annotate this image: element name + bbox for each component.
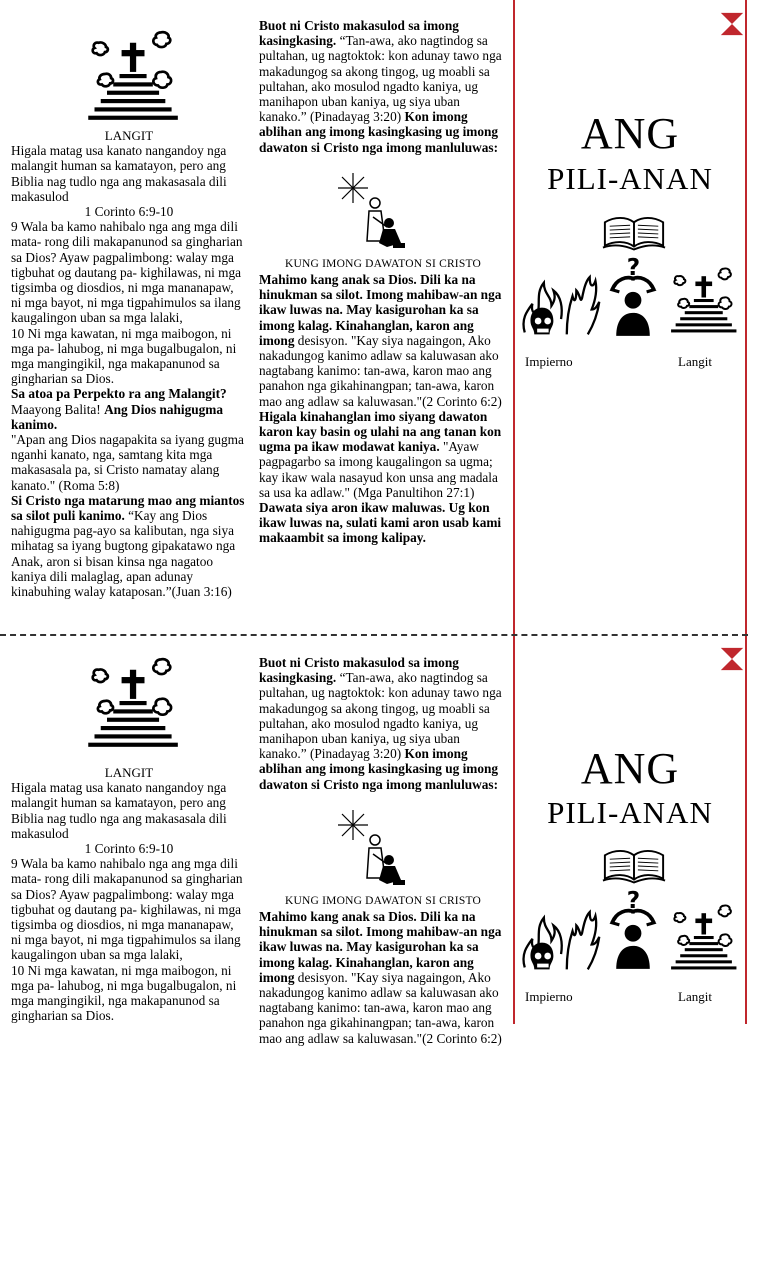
choice-person-icon — [609, 252, 657, 338]
paragraph-2 — [259, 909, 507, 1046]
left-column — [11, 0, 247, 599]
tract-panel-2 — [0, 637, 768, 1272]
john-verse: “Kay ang Dios nahigugma pag-ayo sa kalibutan, nga siya mihatag sa iyang bugtong gipakatawo nga Anak, aron si bisan kinsa nga nagatoo kaniya dili malaglag, apan adunay kinabuhing walay kataposan.”(Juan 3:16) — [11, 508, 236, 600]
paragraph-1 — [259, 18, 507, 155]
label-langit: Langit — [678, 354, 712, 369]
heaven-stairs-icon — [77, 24, 187, 124]
verse-10: 10 Ni mga kawatan, ni mga maibogon, ni mga pa- lahubog, ni mga bugalbugalon, ni mga mangingikil, nga makapanunod sa gingharian sa Dios. — [11, 962, 237, 1024]
tract-panel-1 — [0, 0, 768, 635]
hell-icon — [519, 258, 605, 340]
cover-panel — [515, 0, 745, 635]
verse-10: 10 Ni mga kawatan, ni mga maibogon, ni mga pa- lahubog, ni mga bugalbugalon, ni mga mangingikil, nga makapanunod sa gingharian sa Dios. — [11, 325, 237, 387]
p1-bold-2: Kon imong ablihan ang imong kasingkasing ug imong dawaton si Cristo nga imong manluluwas: — [259, 746, 499, 792]
p3-bold: Higala kinahanglan imo siyang dawaton karon kay basin og ulahi na ang tanan kon ugma pa ikaw modawat kaniya. — [259, 408, 502, 455]
p1-bold: Buot ni Cristo makasulod sa imong kasingkasing. — [259, 655, 459, 686]
p1-bold-2: Kon imong ablihan ang imong kasingkasing ug imong dawaton si Cristo nga imong manluluwas: — [259, 109, 499, 155]
intro-text: Higala matag usa kanato nangandoy nga malangit human sa kamatayon, pero ang Biblia nag tudlo nga ang makasasala dili makasulod — [11, 143, 227, 204]
label-langit: Langit — [678, 989, 712, 1004]
paragraph-1 — [259, 655, 507, 792]
question-plain: Maayong Balita! — [11, 401, 101, 417]
heaven-stairs-icon — [665, 899, 741, 973]
paragraph-2 — [259, 272, 507, 409]
title-pili-anan: PILI-ANAN — [547, 795, 713, 830]
langit-caption: LANGIT — [104, 128, 154, 143]
middle-column — [259, 18, 507, 546]
p2-plain: desisyon. "Kay siya nagaingon, Ako nakadungog kanimo adlaw sa kaluwasan ako nagtabang kanimo: tan-awa, karon mao ang panahon nga gikahinangpan; tan-awa, karon mao ang adlaw sa kaluwasan."(2 Corinto 6:2) — [259, 969, 502, 1046]
hell-icon — [519, 893, 605, 975]
p3-plain: "Ayaw pagpagarbo sa imong kaugalingon sa ugma; kay ikaw wala nasayud kon unsa ang madala sa usa ka adlaw." (Mga Panultihon 27:1) — [259, 439, 498, 500]
verse-9: 9 Wala ba kamo nahibalo nga ang mga dili mata- rong dili makapanunod sa gingharian sa Dios? Ayaw pagpalimbong: walay mga tigbuhat og dautang pa- kighilawas, ni mga tigsimba og diosdios, ni mga mananapaw, ni mga bayot, ni mga tigpahimulos sa ilang kaugalingon uban sa mga lalaki, — [11, 856, 243, 963]
question-block — [11, 386, 247, 432]
reference-corinto: 1 Corinto 6:9-10 — [84, 841, 174, 857]
left-column — [11, 637, 247, 1023]
intro-text: Higala matag usa kanato nangandoy nga malangit human sa kamatayon, pero ang Biblia nag tudlo nga ang makasasala dili makasulod — [11, 780, 227, 841]
heaven-stairs-icon — [665, 262, 741, 336]
question-bold-2: Ang Dios nahigugma kanimo. — [11, 401, 224, 432]
reference-corinto: 1 Corinto 6:9-10 — [84, 204, 174, 220]
p1-bold: Buot ni Cristo makasulod sa imong kasingkasing. — [259, 18, 459, 49]
question-bold: Sa atoa pa Perpekto ra ang Malangit? — [11, 386, 227, 402]
died-bold: Si Cristo nga matarung mao ang miantos sa silot puli kanimo. — [11, 492, 245, 524]
choice-person-icon — [609, 885, 657, 971]
paragraph-3 — [259, 409, 507, 546]
verse-9: 9 Wala ba kamo nahibalo nga ang mga dili mata- rong dili makapanunod sa gingharian sa Dios? Ayaw pagpalimbong: walay mga tigbuhat og dautang pa- kighilawas, ni mga tigsimba og diosdios, ni mga mananapaw, ni mga bayot, ni mga tigpahimulos sa ilang kaugalingon uban sa mga lalaki, — [11, 219, 243, 326]
p1-plain: “Tan-awa, ako nagtindog sa pultahan, ug nagtoktok: kon adunay tawo nga makadungog sa akong tingog, ug moabli sa pultahan, ako mosulod ngadto kaniya, ug manihapon uban kaniya, ug siya uban kanako.” (Pinadayag 3:20) — [259, 33, 502, 125]
label-impierno: Impierno — [525, 989, 573, 1004]
bible-icon — [601, 212, 667, 252]
cut-line — [0, 634, 748, 636]
romans-verse: "Apan ang Dios nagapakita sa iyang gugma nganhi kanato, nga, samtang kita mga makasasala pa, si Cristo namatay alang kanato." (Roma 5:8) — [11, 432, 244, 493]
hourglass-icon — [719, 645, 745, 673]
receive-christ-caption: KUNG IMONG DAWATON SI CRISTO — [285, 257, 481, 270]
p2-plain: desisyon. "Kay siya nagaingon, Ako nakadungog kanimo adlaw sa kaluwasan ako nagtabang kanimo: tan-awa, karon mao ang panahon nga gikahinangpan; tan-awa, karon mao ang adlaw sa kaluwasan."(2 Corinto 6:2) — [259, 332, 502, 409]
heaven-stairs-icon — [77, 651, 187, 751]
p2-bold: Mahimo kang anak sa Dios. Dili ka na hinukman sa silot. Imong mahibaw-an nga ikaw luwas na. May kasigurohan ka sa imong kalag. Kinahanglan, karon ang imong — [259, 909, 502, 985]
bible-icon — [601, 845, 667, 885]
jesus-knocking-icon — [333, 806, 409, 890]
jesus-knocking-icon — [333, 169, 409, 253]
p3-bold-2: Dawata siya aron ikaw maluwas. Ug kon ikaw luwas na, sulati kami aron usab kami makaambit sa imong kalipay. — [259, 500, 502, 546]
title-pili-anan: PILI-ANAN — [547, 161, 713, 196]
john-block — [11, 493, 247, 599]
label-impierno: Impierno — [525, 354, 573, 369]
receive-christ-caption: KUNG IMONG DAWATON SI CRISTO — [285, 894, 481, 907]
title-ang: ANG — [580, 109, 680, 158]
langit-caption: LANGIT — [104, 765, 154, 780]
middle-column — [259, 655, 507, 1046]
hourglass-icon — [719, 10, 745, 38]
p1-plain: “Tan-awa, ako nagtindog sa pultahan, ug nagtoktok: kon adunay tawo nga makadungog sa akong tingog, ug moabli sa pultahan, ako mosulod ngadto kaniya, ug manihapon uban kaniya, ug siya uban kanako.” (Pinadayag 3:20) — [259, 670, 502, 762]
p2-bold: Mahimo kang anak sa Dios. Dili ka na hinukman sa silot. Imong mahibaw-an nga ikaw luwas na. May kasigurohan ka sa imong kalag. Kinahanglan, karon ang imong — [259, 272, 502, 348]
cover-panel — [515, 637, 745, 1272]
title-ang: ANG — [580, 744, 680, 793]
